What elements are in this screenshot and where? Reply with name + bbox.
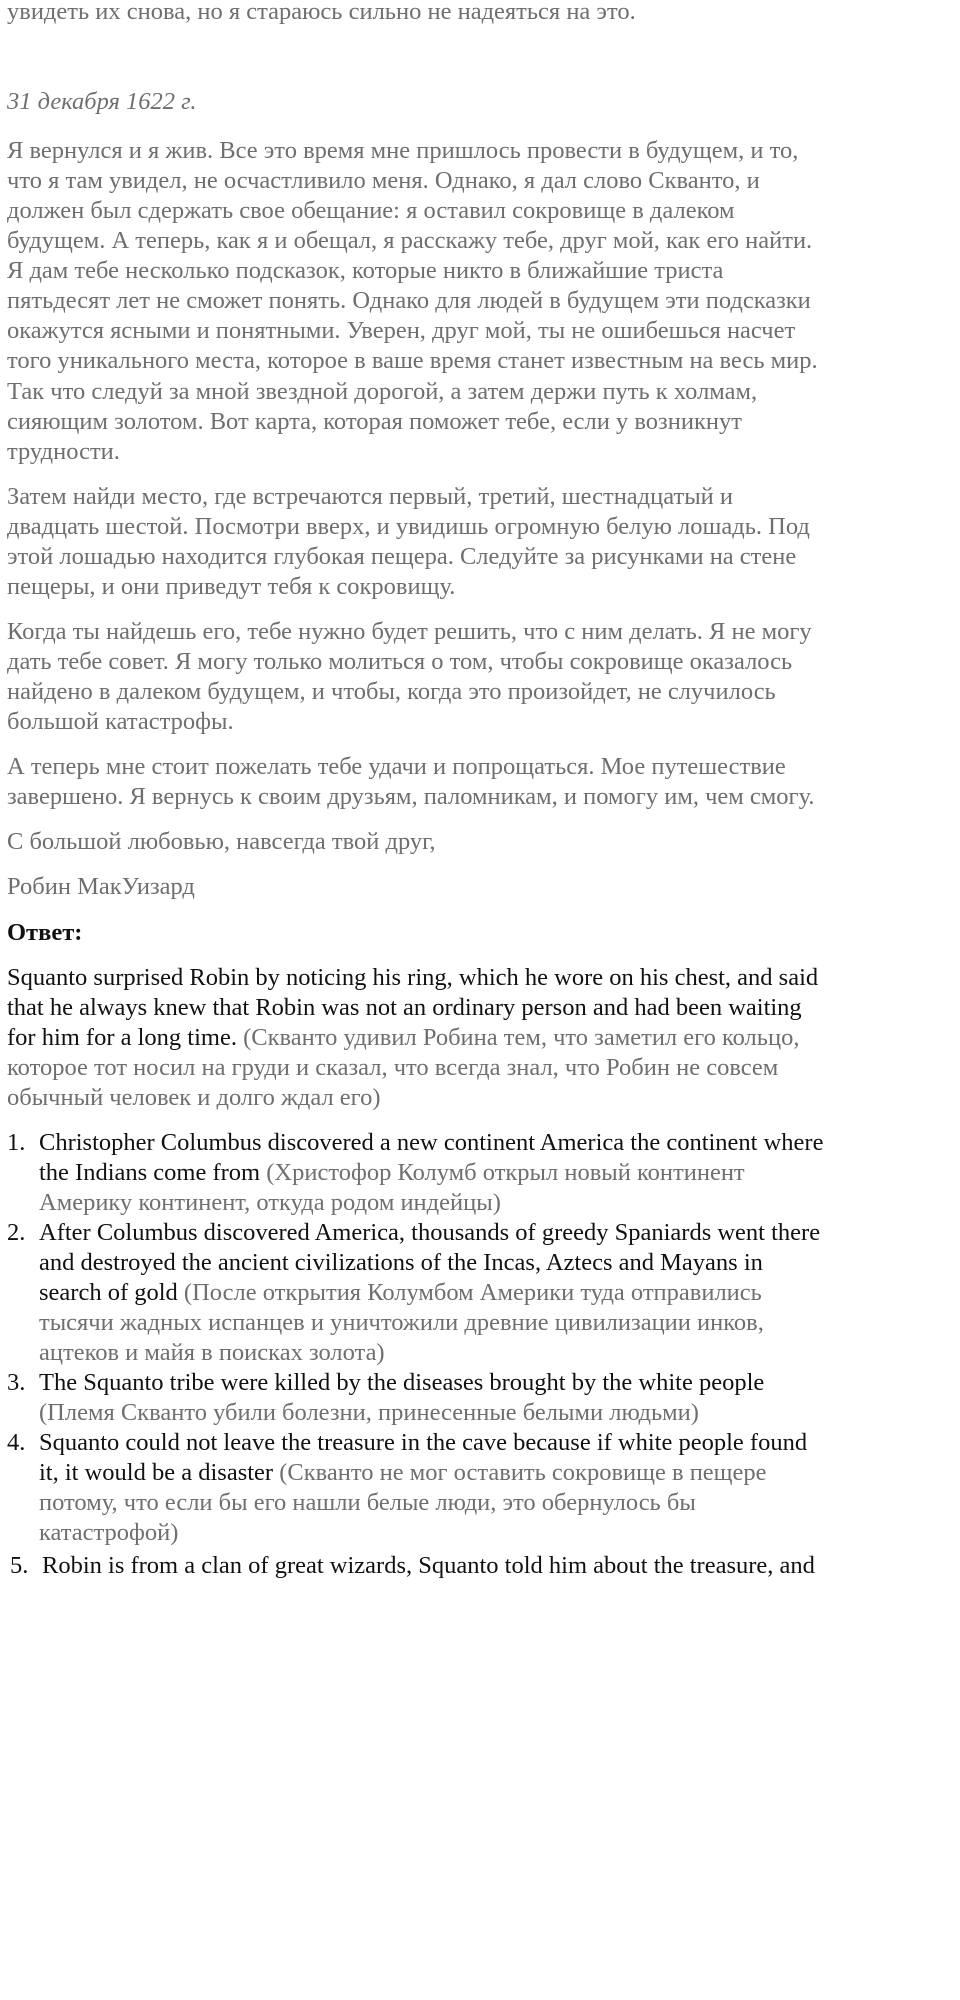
answer-item-1-translation-start: (Христофор Колумб открыл новый континент <box>260 1159 745 1186</box>
answer-intro-line-5: обычный человек и долго ждал его) <box>7 1084 381 1111</box>
list-number: 2. <box>7 1219 26 1246</box>
answer-item-2-line-4: тысячи жадных испанцев и уничтожили древние цивилизации инков, <box>39 1309 764 1336</box>
letter-paragraph-5-line-2: завершено. Я вернусь к своим друзьям, паломникам, и помогу им, чем смогу. <box>7 783 815 810</box>
answer-intro-english-end: for him for a long time. <box>7 1024 237 1051</box>
answer-item-5-english: Robin is from a clan of great wizards, Squanto told him about the treasure, and <box>42 1552 815 1579</box>
answer-intro-line-2: that he always knew that Robin was not an ordinary person and had been waiting <box>7 994 802 1021</box>
letter-paragraph-1-line-8: того уникального места, которое в ваше время станет известным на весь мир. <box>7 347 818 374</box>
answer-intro-translation-start: (Скванто удивил Робина тем, что заметил его кольцо, <box>236 1024 800 1051</box>
letter-paragraph-3-line-3: этой лошадью находится глубокая пещера. Следуйте за рисунками на стене <box>7 543 797 570</box>
letter-paragraph-3-line-1: Затем найди место, где встречаются первый, третий, шестнадцатый и <box>7 483 734 510</box>
letter-date: 31 декабря 1622 г. <box>7 88 197 115</box>
list-number: 5. <box>10 1552 29 1579</box>
letter-paragraph-5-line-1: А теперь мне стоит пожелать тебе удачи и попрощаться. Мое путешествие <box>7 753 786 780</box>
letter-paragraph-1-line-5: Я дам тебе несколько подсказок, которые никто в ближайшие триста <box>7 257 724 284</box>
list-number: 4. <box>7 1429 26 1456</box>
list-number: 1. <box>7 1129 26 1156</box>
answer-item-3-english: The Squanto tribe were killed by the diseases brought by the white people <box>39 1369 765 1396</box>
letter-paragraph-1-line-7: окажутся ясными и понятными. Уверен, друг мой, ты не ошибешься насчет <box>7 317 796 344</box>
letter-paragraph-2-line-2: сияющим золотом. Вот карта, которая поможет тебе, если у возникнут <box>7 408 742 435</box>
letter-closing: С большой любовью, навсегда твой друг, <box>7 828 436 855</box>
letter-paragraph-3-line-4: пещеры, и они приведут тебя к сокровищу. <box>7 573 456 600</box>
letter-paragraph-1-line-1: Я вернулся и я жив. Все это время мне пришлось провести в будущем, и то, <box>7 137 799 164</box>
letter-paragraph-2-line-3: трудности. <box>7 438 120 465</box>
answer-intro-line-4: которое тот носил на груди и сказал, что всегда знал, что Робин не совсем <box>7 1054 779 1081</box>
answer-item-2-line-2: and destroyed the ancient civilizations of the Incas, Aztecs and Mayans in <box>39 1249 763 1276</box>
letter-signature: Робин МакУизард <box>7 873 195 900</box>
letter-paragraph-3-line-2: двадцать шестой. Посмотри вверх, и увидишь огромную белую лошадь. Под <box>7 513 810 540</box>
answer-heading: Ответ: <box>7 919 83 946</box>
letter-paragraph-1-line-4: будущем. А теперь, как я и обещал, я расскажу тебе, друг мой, как его найти. <box>7 227 813 254</box>
answer-item-4-english: Squanto could not leave the treasure in the cave because if white people found <box>39 1429 808 1456</box>
answer-item-2-english-end: search of gold <box>39 1279 178 1306</box>
letter-paragraph-4-line-3: найдено в далеком будущем, и чтобы, когда это произойдет, не случилось <box>7 678 776 705</box>
answer-item-3-line-2: (Племя Скванто убили болезни, принесенные белыми людьми) <box>39 1399 699 1426</box>
letter-paragraph-4-line-1: Когда ты найдешь его, тебе нужно будет решить, что с ним делать. Я не могу <box>7 618 812 645</box>
answer-item-5-line-1 <box>10 1547 815 1585</box>
letter-paragraph-1-line-2: что я там увидел, не осчастливило меня. Однако, я дал слово Скванто, и <box>7 167 760 194</box>
answer-item-4-line-3: потому, что если бы его нашли белые люди, это обернулось бы <box>39 1489 696 1516</box>
letter-top-line: увидеть их снова, но я стараюсь сильно не надеяться на это. <box>7 0 636 25</box>
answer-item-4-line-4: катастрофой) <box>39 1519 179 1546</box>
answer-item-4-translation-start: (Скванто не мог оставить сокровище в пещере <box>273 1459 767 1486</box>
answer-item-2-english: After Columbus discovered America, thousands of greedy Spaniards went there <box>39 1219 821 1246</box>
answer-item-1-line-3: Америку континент, откуда родом индейцы) <box>39 1189 501 1216</box>
letter-paragraph-4-line-2: дать тебе совет. Я могу только молиться о том, чтобы сокровище оказалось <box>7 648 793 675</box>
answer-item-2-line-5: ацтеков и майя в поисках золота) <box>39 1339 385 1366</box>
list-number: 3. <box>7 1369 26 1396</box>
answer-item-1-english-end: the Indians come from <box>39 1159 261 1186</box>
answer-item-2-translation-start: (После открытия Колумбом Америки туда отправились <box>177 1279 762 1306</box>
letter-paragraph-4-line-4: большой катастрофы. <box>7 708 234 735</box>
answer-item-1-english: Christopher Columbus discovered a new continent America the continent where <box>39 1129 824 1156</box>
answer-item-4-english-end: it, it would be a disaster <box>39 1459 274 1486</box>
letter-paragraph-2-line-1: Так что следуй за мной звездной дорогой, а затем держи путь к холмам, <box>7 378 758 405</box>
letter-paragraph-1-line-3: должен был сдержать свое обещание: я оставил сокровище в далеком <box>7 197 735 224</box>
letter-paragraph-1-line-6: пятьдесят лет не сможет понять. Однако для людей в будущем эти подсказки <box>7 287 811 314</box>
answer-intro-line-1: Squanto surprised Robin by noticing his ring, which he wore on his chest, and said <box>7 964 819 991</box>
